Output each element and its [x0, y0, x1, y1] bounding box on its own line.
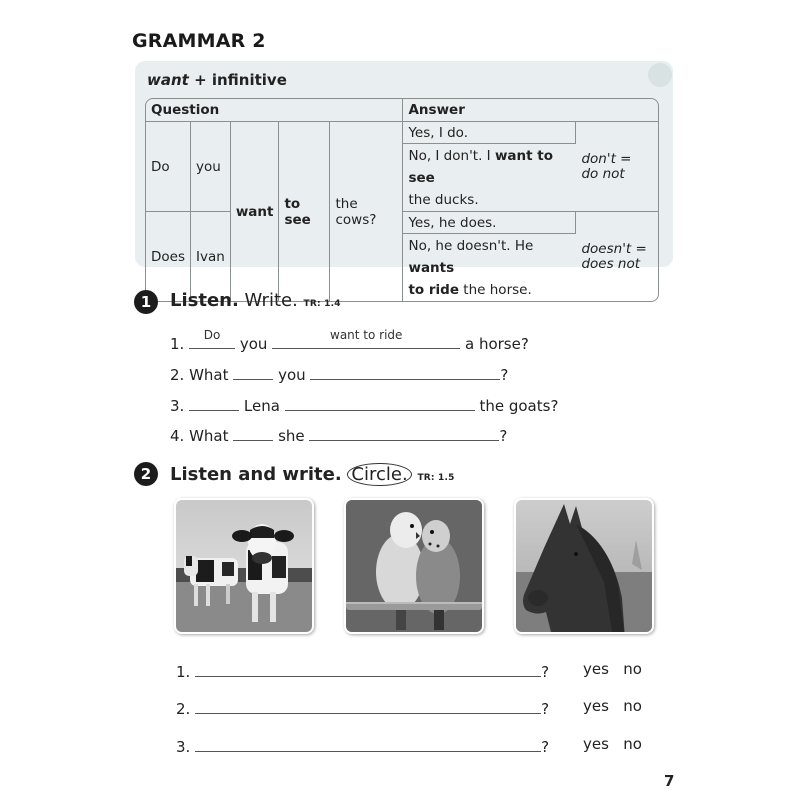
grammar-table [145, 98, 659, 302]
cows-image [176, 500, 312, 632]
ans-bold: want to see [408, 148, 554, 186]
ex2-item-3 [176, 735, 549, 756]
title-italic: want [147, 71, 189, 89]
subject-you: you [191, 122, 231, 212]
item-text: ? [500, 366, 509, 384]
note-dont-a: don't = [581, 150, 632, 167]
exercise-1-heading [170, 290, 341, 311]
blank-2[interactable] [285, 394, 475, 411]
note-dont-b: do not [581, 165, 625, 182]
blank-1[interactable] [189, 328, 235, 349]
item-text: you [278, 366, 306, 384]
ex1-item-2 [170, 363, 508, 384]
aux-does: Does [146, 212, 191, 301]
ghost-circle-icon [648, 63, 672, 87]
verb-want: want [231, 122, 280, 301]
choice-no[interactable]: no [623, 697, 642, 715]
item-text: ? [499, 427, 508, 445]
answer-yes-i-do: Yes, I do. [403, 122, 576, 144]
choice-no[interactable]: no [623, 660, 642, 678]
exercise-2-number: 2 [134, 462, 158, 486]
title-rest: + infinitive [188, 71, 287, 89]
blank-2[interactable] [310, 363, 500, 380]
item-text: What [189, 366, 229, 384]
header-question: Question [146, 99, 403, 122]
note-dont [576, 122, 658, 212]
object-the-cows: the cows? [330, 122, 403, 301]
blank-2[interactable] [272, 328, 460, 349]
ans-plain: No, I don't. I [408, 148, 495, 164]
item-text: Lena [243, 397, 280, 415]
note-doesnt-b: does not [581, 255, 641, 272]
ex1-track: TR: 1.4 [303, 299, 341, 309]
ans-plain: No, he doesn't. He [408, 238, 534, 254]
item-num: 2. [176, 700, 191, 718]
table-header-row [146, 99, 658, 122]
answer-line[interactable] [195, 735, 541, 752]
ex2-choice-2 [583, 697, 642, 715]
item-text: you [239, 335, 268, 353]
header-answer: Answer [403, 99, 658, 122]
item-text: the goats? [479, 397, 559, 415]
aux-do: Do [146, 122, 191, 212]
ex2-item-1 [176, 660, 549, 681]
item-text: she [278, 427, 305, 445]
subject-ivan: Ivan [191, 212, 231, 301]
ex1-item-3 [170, 394, 558, 415]
horse-image [516, 500, 652, 632]
ex1-item-1 [170, 328, 529, 353]
ex2-track: TR: 1.5 [417, 473, 455, 483]
blank-1[interactable] [189, 394, 239, 411]
item-num: 1. [170, 335, 185, 353]
item-text: a horse? [465, 335, 529, 353]
ex2-choice-3 [583, 735, 642, 753]
answer-line[interactable] [195, 660, 541, 677]
answer-no-he-doesnt [403, 234, 576, 301]
exercise-2-heading [170, 463, 455, 486]
ans-line2: the horse. [459, 282, 532, 298]
answer-no-i-dont [403, 144, 576, 212]
item-num: 3. [176, 738, 191, 756]
choice-yes[interactable]: yes [583, 697, 609, 715]
choice-yes[interactable]: yes [583, 660, 609, 678]
photo-budgies [344, 498, 484, 634]
item-num: 1. [176, 663, 191, 681]
exercise-1-number: 1 [134, 290, 158, 314]
answer-line[interactable] [195, 697, 541, 714]
answer-yes-he-does: Yes, he does. [403, 212, 576, 234]
item-num: 3. [170, 397, 185, 415]
grammar-panel-title [147, 71, 287, 89]
blank-2[interactable] [309, 424, 499, 441]
item-text: What [189, 427, 229, 445]
handwritten-answer: Do [203, 328, 221, 342]
question-mark: ? [541, 700, 550, 718]
infinitive-to-see: to see [279, 122, 330, 301]
ex2-choice-1 [583, 660, 642, 678]
ex1-heading-bold: Listen. [170, 290, 239, 311]
ans-line2-bold: to ride [408, 282, 460, 298]
table-row [146, 122, 658, 144]
blank-1[interactable] [233, 424, 273, 441]
budgies-image [346, 500, 482, 632]
page-number: 7 [664, 772, 675, 790]
ex1-item-4 [170, 424, 507, 445]
question-mark: ? [541, 738, 550, 756]
photo-horse [514, 498, 654, 634]
note-doesnt-a: doesn't = [581, 240, 647, 257]
ans-bold: wants [408, 260, 455, 276]
ans-line2: the ducks. [408, 192, 479, 208]
ex2-heading-bold: Listen and write. [170, 464, 342, 485]
question-mark: ? [541, 663, 550, 681]
photo-cows [174, 498, 314, 634]
item-num: 4. [170, 427, 185, 445]
choice-no[interactable]: no [623, 735, 642, 753]
handwritten-answer: want to ride [330, 328, 403, 342]
ex2-item-2 [176, 697, 549, 718]
note-doesnt [576, 212, 658, 301]
ex1-heading-rest: Write. [238, 290, 298, 311]
ex2-heading-circle: Circle. [347, 463, 411, 486]
item-num: 2. [170, 366, 185, 384]
page-title: GRAMMAR 2 [132, 30, 266, 52]
choice-yes[interactable]: yes [583, 735, 609, 753]
blank-1[interactable] [233, 363, 273, 380]
